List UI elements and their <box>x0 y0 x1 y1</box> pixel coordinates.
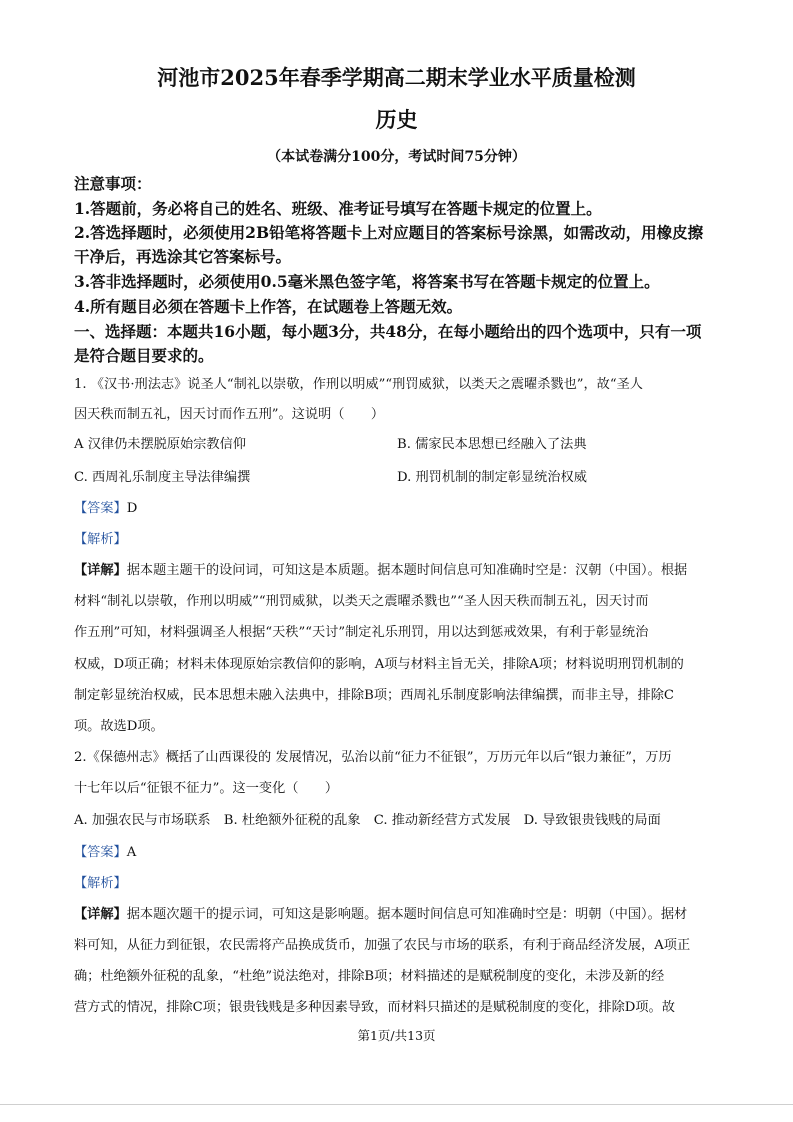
q1-answer <box>74 497 137 516</box>
q2-detail-line-1 <box>74 903 687 922</box>
q1-detail-line-1 <box>74 559 687 578</box>
q1-detail-line-6: 项。故选D项。 <box>74 719 164 734</box>
q2-answer <box>74 841 136 860</box>
q2-detail-line-3: 确；杜绝额外征税的乱象，“杜绝”说法绝对，排除B项；材料描述的是赋税制度的变化，未涉及新的经 <box>74 969 665 984</box>
section-heading-cont: 是符合题目要求的。 <box>74 346 214 365</box>
q1-detail-line-5: 制定彰显统治权威，民本思想未融入法典中，排除B项；西周礼乐制度影响法律编撰，而非主导，排除C <box>74 688 675 703</box>
exam-info: （本试卷满分100分，考试时间75分钟） <box>267 149 526 165</box>
q1-detail-label: 【详解】 <box>74 563 127 578</box>
q1-option-b: B. 儒家民本思想已经融入了法典 <box>397 437 587 452</box>
q1-detail-line-4: 权威，D项正确；材料未体现原始宗教信仰的影响，A项与材料主旨无关，排除A项；材料说明刑罚机制的 <box>74 657 684 672</box>
q2-answer-label: 【答案】 <box>74 845 127 860</box>
q1-option-d: D. 刑罚机制的制定彰显统治权威 <box>397 470 587 485</box>
q1-option-a: A 汉律仍未摆脱原始宗教信仰 <box>74 437 246 452</box>
subject-title: 历史 <box>375 107 418 132</box>
notice-item-3: 3.答非选择题时，必须使用0.5毫米黑色签字笔，将答案书写在答题卡规定的位置上。 <box>74 272 660 291</box>
q1-detail-text: 据本题主题干的设问词，可知这是本质题。据本题时间信息可知准确时空是：汉朝（中国）。根据 <box>126 563 688 578</box>
q1-analysis-label: 【解析】 <box>74 532 127 547</box>
q2-answer-value: A <box>126 845 137 860</box>
bottom-rule <box>0 1104 793 1105</box>
q2-options: A. 加强农民与市场联系 B. 杜绝额外征税的乱象 C. 推动新经营方式发展 D. 导致银贵钱贱的局面 <box>74 813 661 828</box>
q1-detail-line-3: 作五刑”可知，材料强调圣人根据“天秩”“天讨”制定礼乐刑罚，用以达到惩戒效果，有利于彰显统治 <box>74 625 649 640</box>
q1-option-c: C. 西周礼乐制度主导法律编撰 <box>74 470 251 485</box>
q1-detail-line-2: 材料“制礼以崇敬，作刑以明威”“刑罚威狱，以类天之震曜杀戮也”“圣人因天秩而制五礼，因天讨而 <box>74 594 649 609</box>
q2-detail-line-4: 营方式的情况，排除C项；银贵钱贱是多种因素导致，而材料只描述的是赋税制度的变化，排除D项。故 <box>74 1000 675 1015</box>
q2-detail-text: 据本题次题干的提示词，可知这是影响题。据本题时间信息可知准确时空是：明朝（中国）。据材 <box>126 907 688 922</box>
notice-item-1: 1.答题前，务必将自己的姓名、班级、准考证号填写在答题卡规定的位置上。 <box>74 199 602 218</box>
notice-item-2-cont: 干净后，再选涂其它答案标号。 <box>74 247 292 266</box>
q2-stem: 2.《保德州志》概括了山西课役的 发展情况，弘治以前“征力不征银”，万历元年以后“银力兼征”，万历 <box>74 750 672 765</box>
q1-answer-value: D <box>126 501 138 516</box>
exam-title: 河池市2025年春季学期高二期末学业水平质量检测 <box>157 65 636 90</box>
q1-answer-label: 【答案】 <box>74 501 127 516</box>
q2-analysis-label: 【解析】 <box>74 876 127 891</box>
notice-item-4: 4.所有题目必须在答题卡上作答，在试题卷上答题无效。 <box>74 297 463 316</box>
q1-stem: 1. 《汉书·刑法志》说圣人“制礼以崇敬，作刑以明威”“刑罚威狱，以类天之震曜杀戮也”，故“圣人 <box>74 377 643 392</box>
q1-stem-cont: 因天秩而制五礼，因天讨而作五刑”。这说明（ ） <box>74 407 385 422</box>
notice-item-2: 2.答选择题时，必须使用2B铅笔将答题卡上对应题目的答案标号涂黑，如需改动，用橡皮擦 <box>74 223 704 242</box>
q2-detail-label: 【详解】 <box>74 907 127 922</box>
page-number: 第1页/共13页 <box>357 1028 436 1043</box>
q2-stem-cont: 十七年以后“征银不征力”。这一变化（ ） <box>74 781 339 796</box>
section-heading: 一、选择题：本题共16小题，每小题3分，共48分，在每小题给出的四个选项中，只有一项 <box>74 322 702 341</box>
q2-detail-line-2: 料可知，从征力到征银，农民需将产品换成货币，加强了农民与市场的联系，有利于商品经济发展，A项正 <box>74 938 691 953</box>
notice-heading: 注意事项： <box>74 174 152 193</box>
